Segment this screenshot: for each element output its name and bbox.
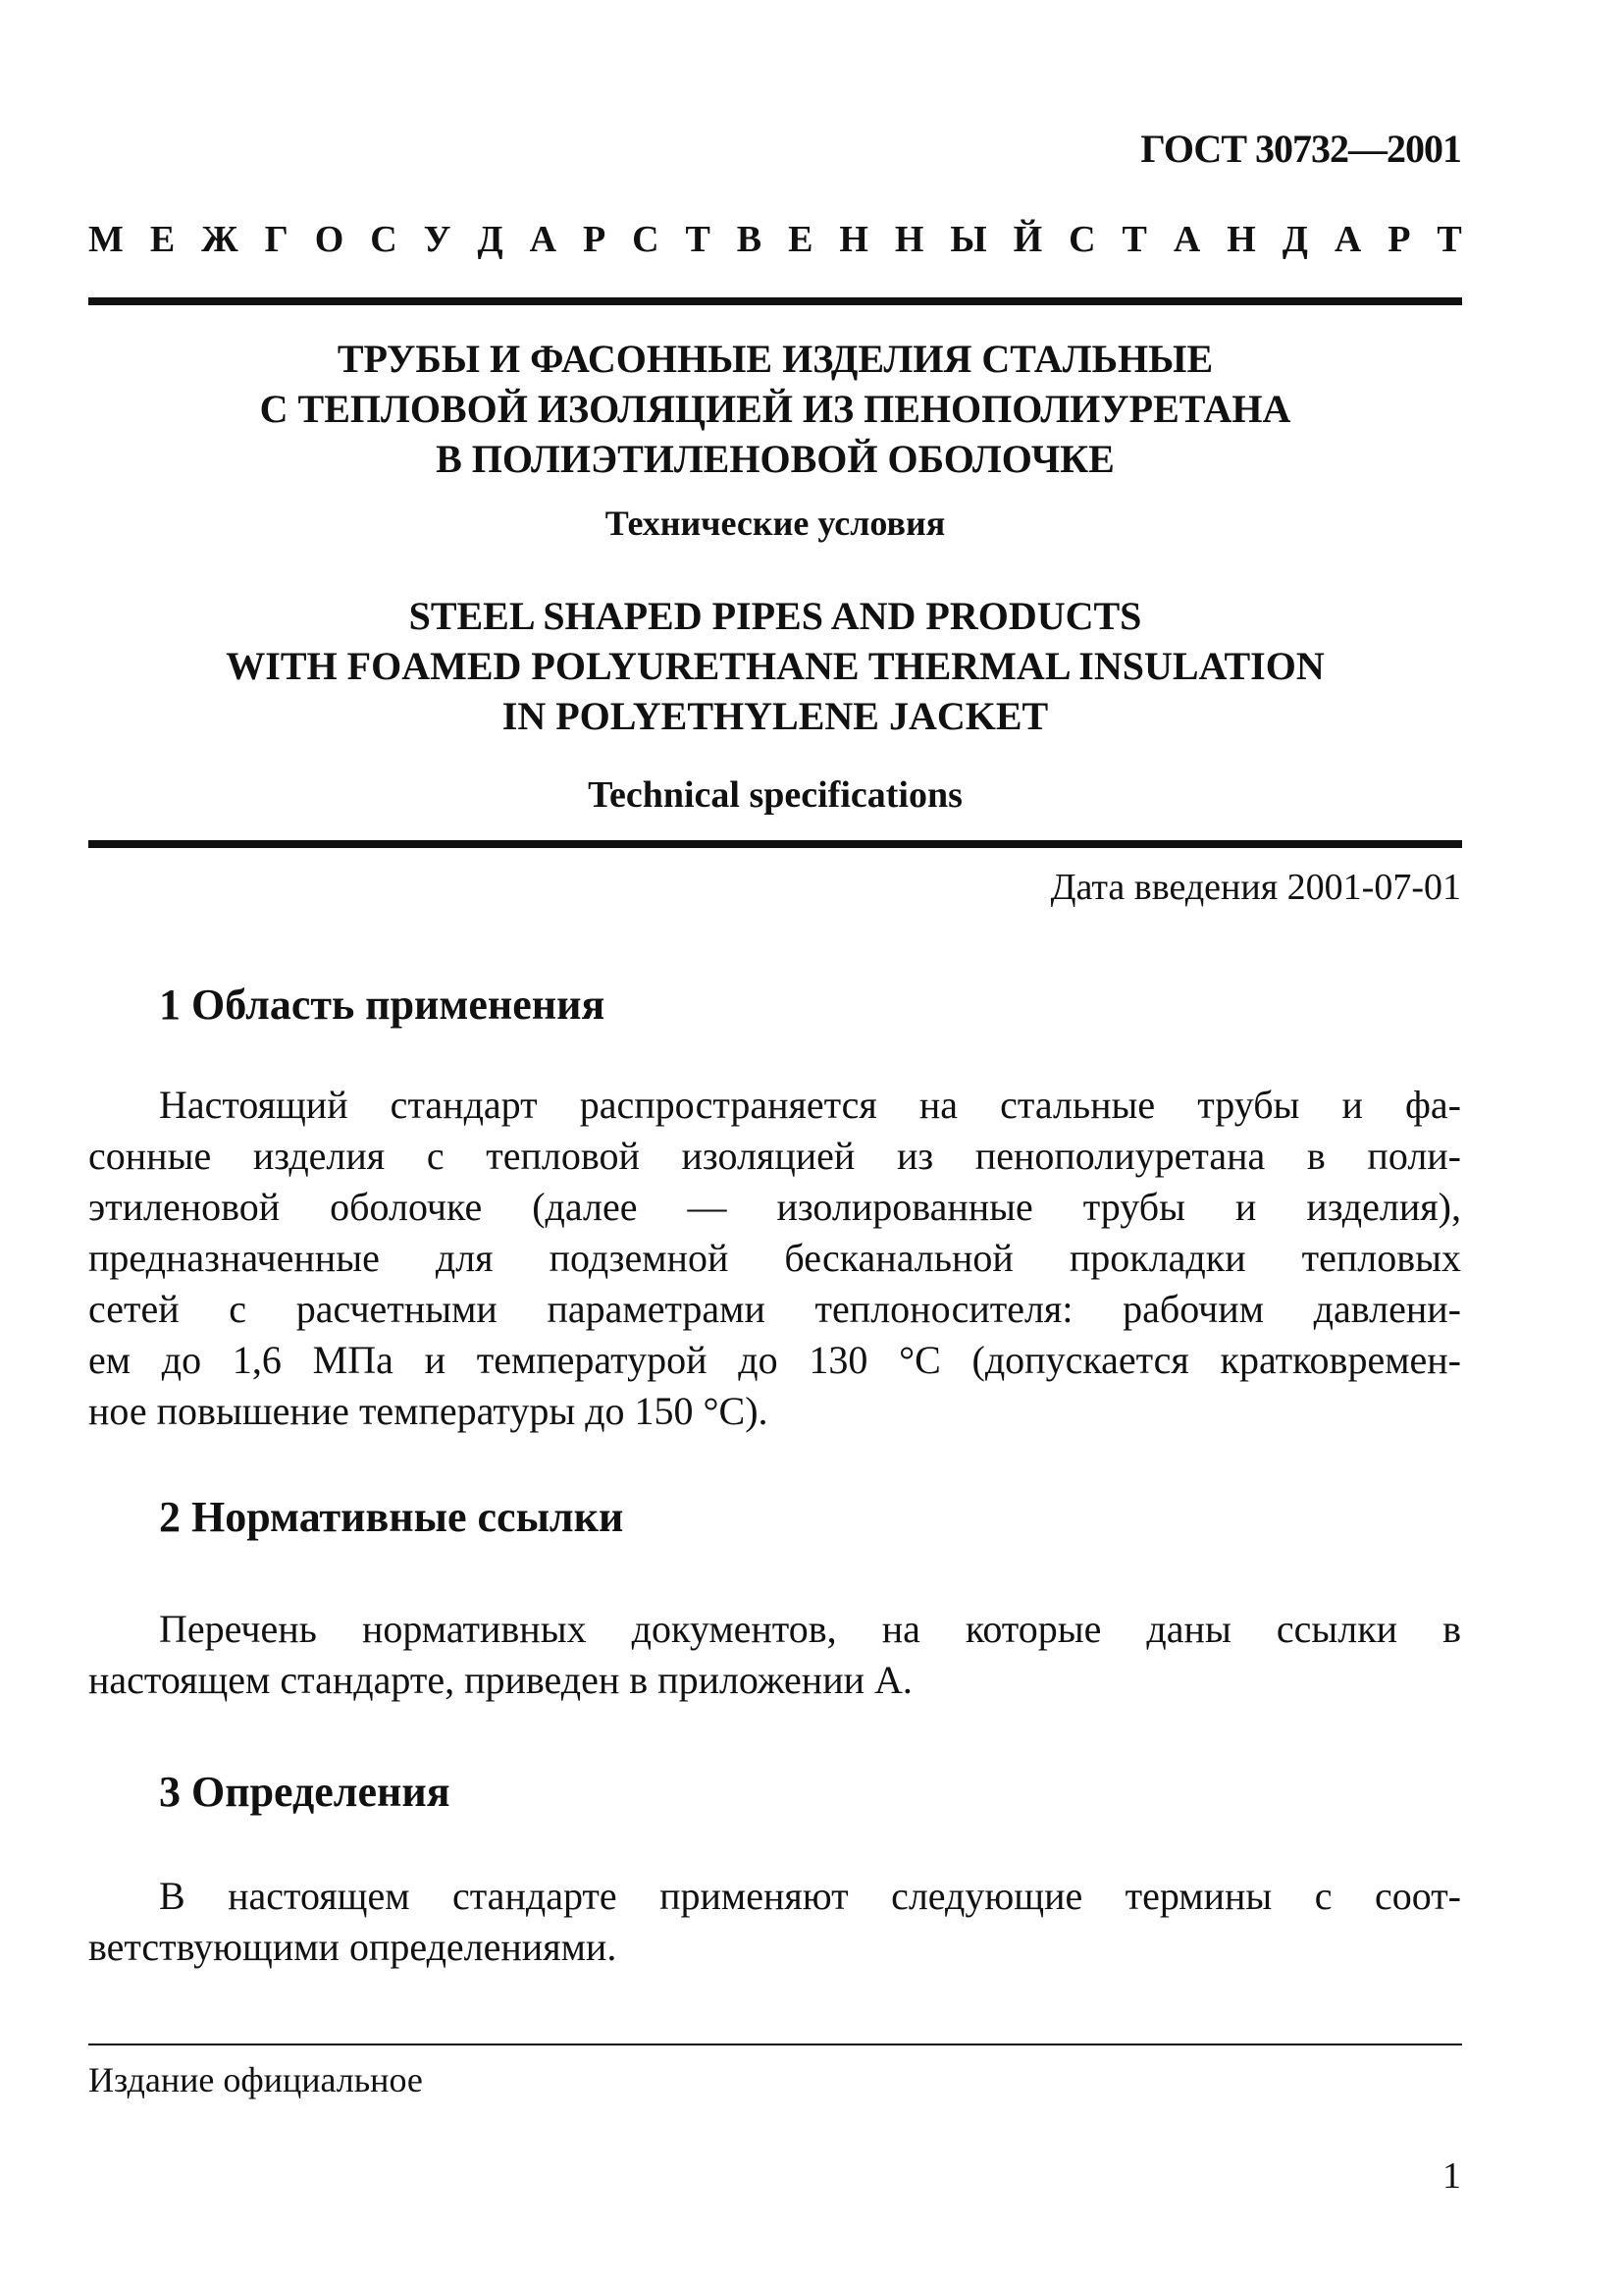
title-en-line: IN POLYETHYLENE JACKET	[501, 694, 1049, 738]
banner-letter: Т	[1437, 219, 1462, 260]
banner-letter: В	[736, 219, 762, 260]
paragraph-line: ное повышение температуры до 150 °С).	[88, 1389, 768, 1433]
footer-rule	[88, 2044, 1462, 2045]
banner-letter: А	[1334, 219, 1362, 260]
banner-letter: Т	[685, 219, 710, 260]
title-ru-line: ТРУБЫ И ФАСОННЫЕ ИЗДЕЛИЯ СТАЛЬНЫЕ	[337, 337, 1214, 381]
introduction-date: Дата введения 2001-07-01	[1050, 867, 1461, 908]
edition-note: Издание официальное	[88, 2060, 423, 2099]
subtitle-ru: Технические условия	[604, 504, 946, 543]
header-bottom-rule	[88, 840, 1462, 848]
banner-letter: Н	[894, 219, 924, 260]
banner-letter: Й	[1013, 219, 1043, 260]
banner-letter: А	[1173, 219, 1201, 260]
subtitle-en: Technical specifications	[588, 774, 963, 816]
page-number: 1	[1442, 2155, 1461, 2197]
section-paragraph-scope	[88, 1080, 1461, 1437]
banner-letter: Г	[264, 219, 288, 260]
banner-letter: Д	[477, 219, 503, 260]
title-en-line: STEEL SHAPED PIPES AND PRODUCTS	[408, 594, 1142, 638]
title-en	[88, 591, 1462, 741]
title-ru-line: В ПОЛИЭТИЛЕНОВОЙ ОБОЛОЧКЕ	[436, 437, 1115, 481]
paragraph-line: Настоящий стандарт распространяется на стальные трубы и фа-	[159, 1083, 1461, 1127]
banner-letter: Н	[839, 219, 868, 260]
banner-letter: Е	[149, 219, 176, 260]
banner-letter: Т	[1122, 219, 1147, 260]
banner-letter: С	[370, 219, 397, 260]
banner-letter: Ж	[201, 219, 238, 260]
paragraph-line: ветствующими определениями.	[88, 1925, 617, 1969]
banner-letter: А	[529, 219, 557, 260]
paragraph-line: настоящем стандарте, приведен в приложении А.	[88, 1658, 913, 1702]
banner-letter: С	[632, 219, 659, 260]
paragraph-line: сетей с расчетными параметрами теплоносителя: рабочим давлени-	[88, 1287, 1461, 1331]
paragraph-line: этиленовой оболочке (далее — изолированные трубы и изделия),	[88, 1185, 1461, 1229]
title-ru-line: С ТЕПЛОВОЙ ИЗОЛЯЦИЕЙ ИЗ ПЕНОПОЛИУРЕТАНА	[259, 387, 1291, 431]
banner-letter: Р	[1388, 219, 1411, 260]
banner-letter: О	[314, 219, 344, 260]
banner-letter: Р	[582, 219, 606, 260]
section-heading-references: 2 Нормативные ссылки	[159, 1493, 624, 1541]
banner-letter: Е	[788, 219, 813, 260]
paragraph-line: В настоящем стандарте применяют следующие термины с соот-	[159, 1874, 1461, 1918]
title-ru	[88, 334, 1462, 484]
section-paragraph-references	[88, 1604, 1461, 1706]
interstate-standard-banner	[88, 218, 1462, 261]
section-paragraph-definitions	[88, 1871, 1461, 1973]
banner-letter: С	[1069, 219, 1096, 260]
section-heading-definitions: 3 Определения	[159, 1768, 450, 1816]
section-heading-scope: 1 Область применения	[159, 981, 605, 1029]
banner-letter: Н	[1227, 219, 1256, 260]
paragraph-line: ем до 1,6 МПа и температурой до 130 °С (допускается кратковремен-	[88, 1338, 1461, 1382]
document-code: ГОСТ 30732—2001	[1140, 127, 1461, 171]
banner-letter: М	[88, 219, 124, 260]
header-top-rule	[88, 297, 1462, 305]
title-en-line: WITH FOAMED POLYURETHANE THERMAL INSULATION	[226, 644, 1325, 688]
banner-letter: Д	[1282, 219, 1308, 260]
paragraph-line: предназначенные для подземной бесканальной прокладки тепловых	[88, 1236, 1461, 1280]
banner-letter: Ы	[950, 219, 987, 260]
paragraph-line: Перечень нормативных документов, на которые даны ссылки в	[159, 1607, 1461, 1651]
paragraph-line: сонные изделия с тепловой изоляцией из пенополиуретана в поли-	[88, 1134, 1461, 1178]
banner-letter: У	[423, 219, 451, 260]
